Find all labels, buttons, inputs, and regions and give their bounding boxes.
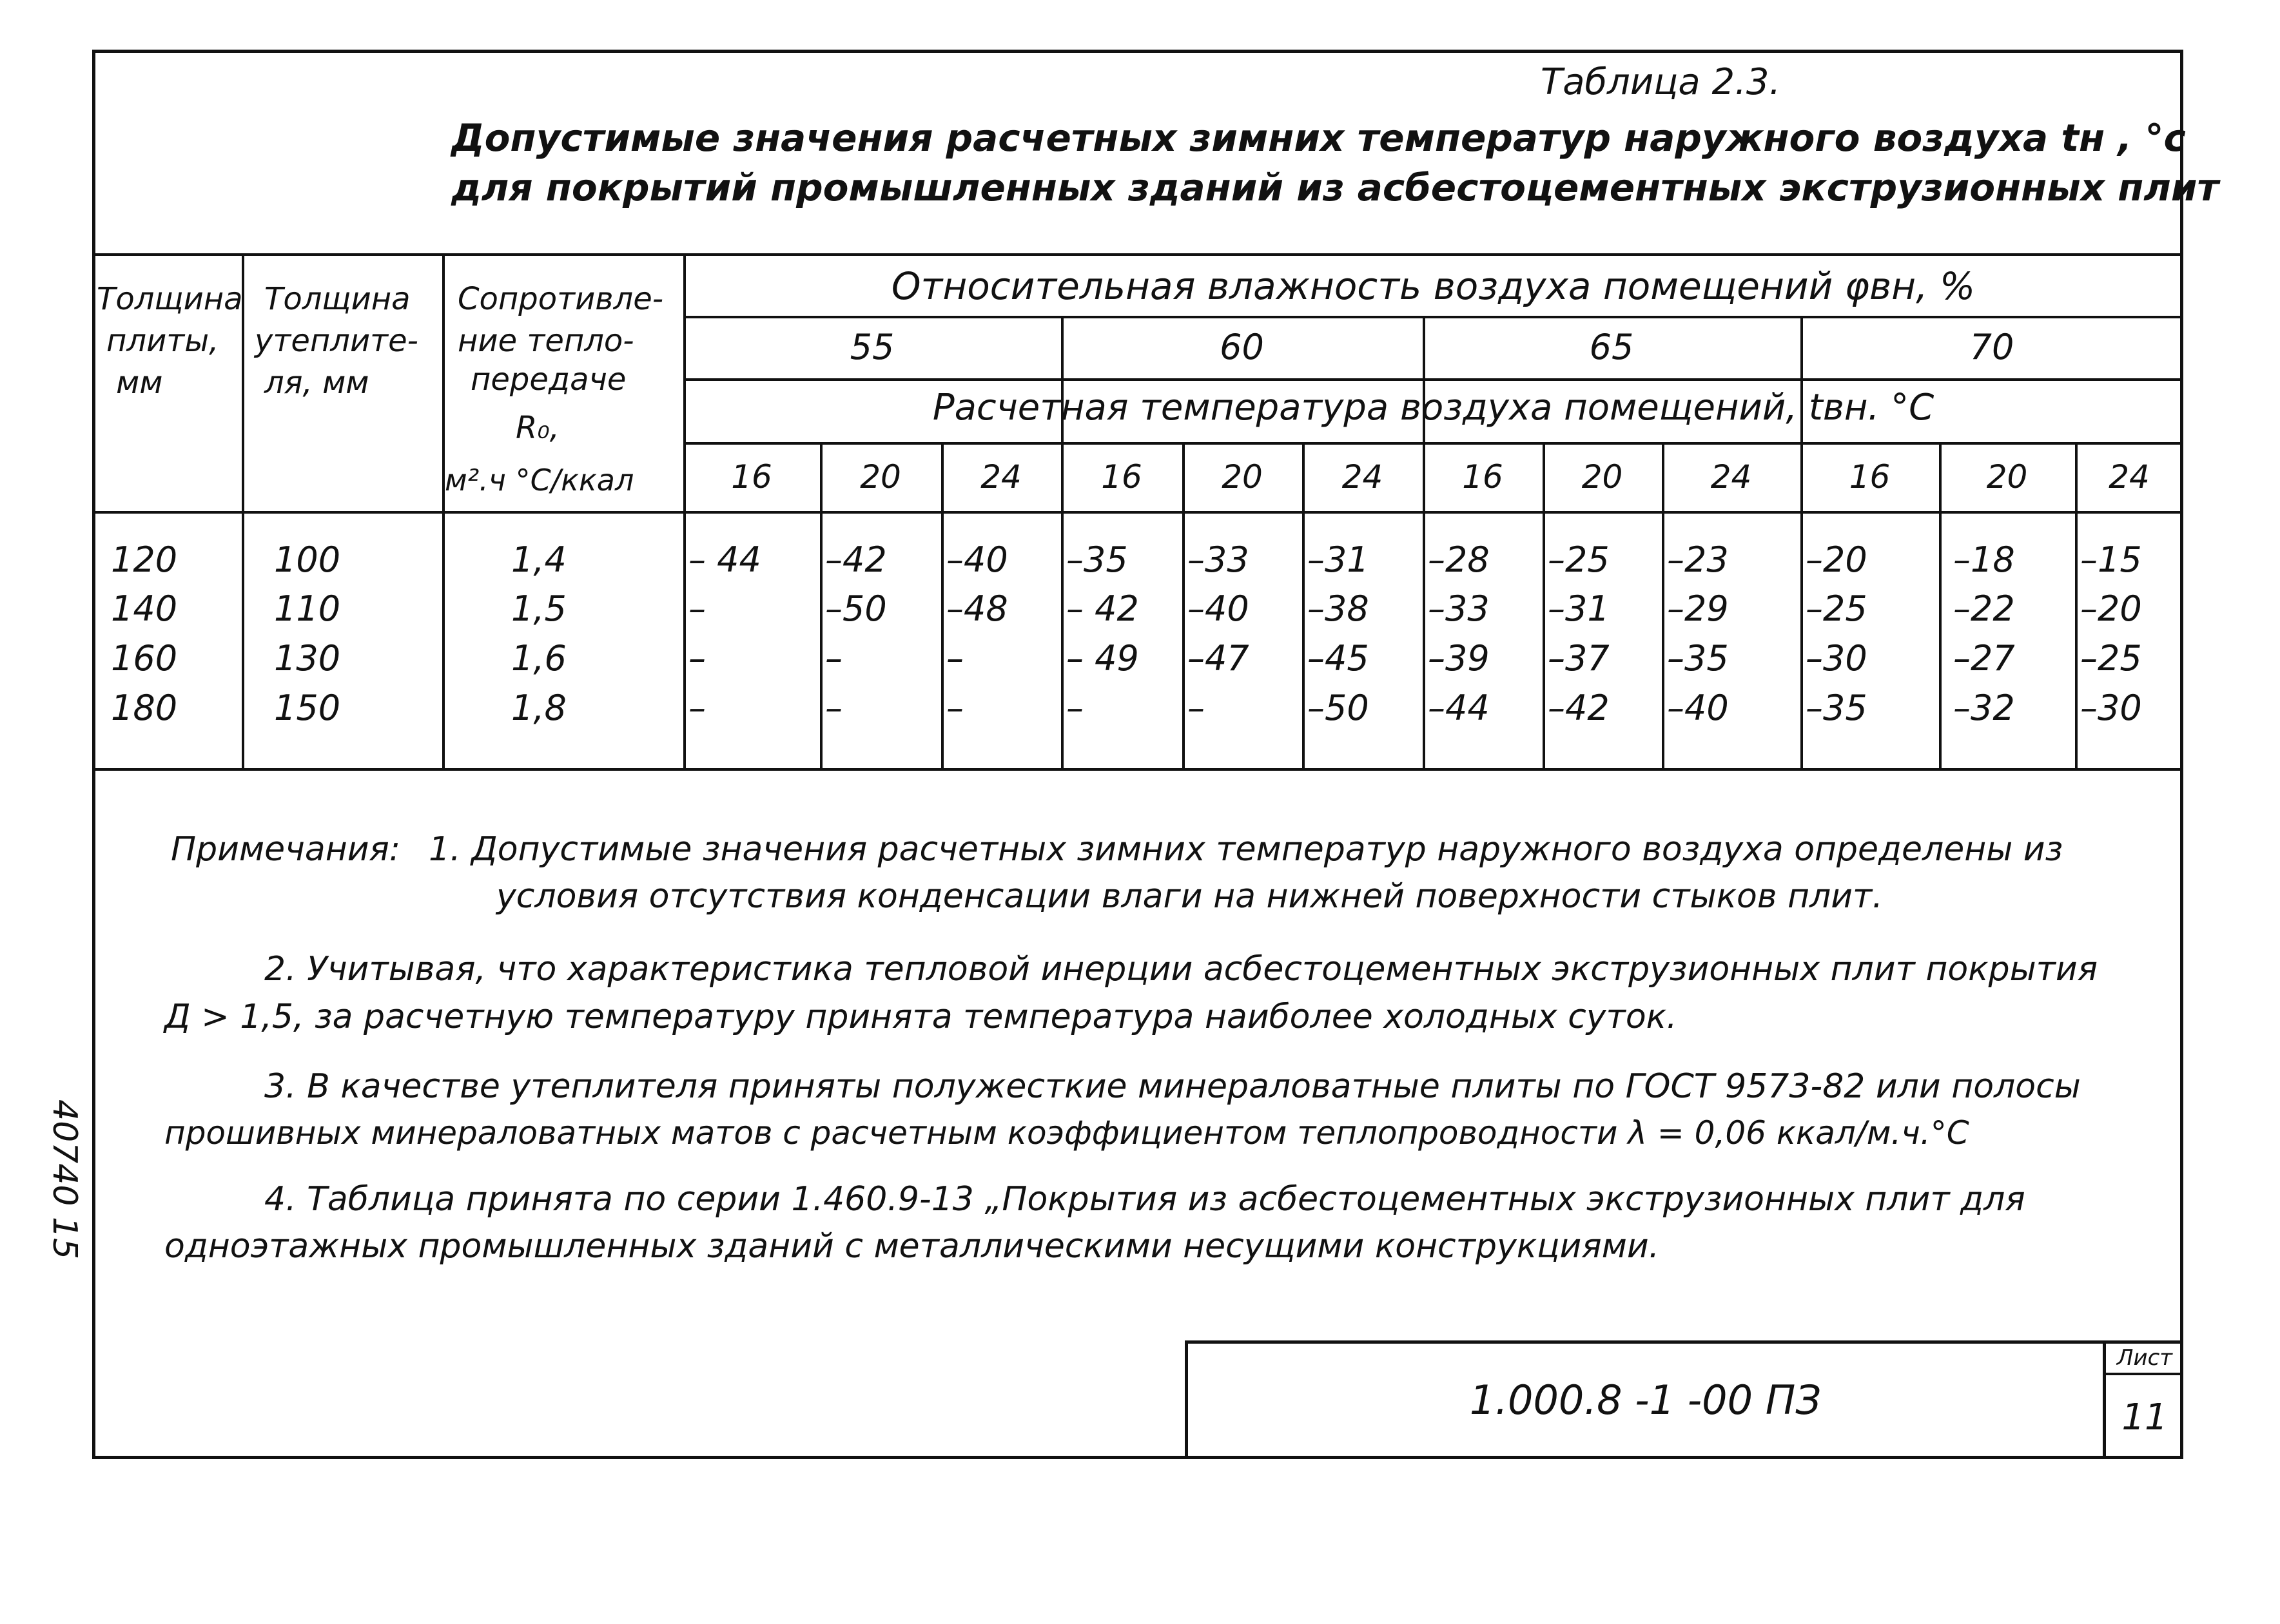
cell-value: –31 bbox=[1548, 588, 1610, 629]
notes-label: Примечания: bbox=[171, 830, 401, 869]
cell-value: –37 bbox=[1548, 638, 1610, 679]
cell-value: – bbox=[825, 638, 843, 679]
header-text: мм bbox=[116, 365, 163, 401]
cell-value: –18 bbox=[1953, 539, 2015, 580]
note-2-line1: 2. Учитывая, что характеристика тепловой инерции асбестоцементных экструзионных плит покрытия bbox=[264, 950, 2098, 989]
cell-resistance: 1,6 bbox=[511, 638, 567, 679]
cell-resistance: 1,4 bbox=[511, 539, 567, 580]
cell-thickness: 160 bbox=[111, 638, 178, 679]
cell-value: –50 bbox=[825, 588, 887, 629]
cell-value: –38 bbox=[1307, 588, 1369, 629]
temp-header: 20 bbox=[1986, 458, 2028, 496]
note-4-line2: одноэтажных промышленных зданий с металлическими несущими конструкциями. bbox=[164, 1227, 1660, 1266]
temperature-title: Расчетная температура воздуха помещений, tвн. °С bbox=[932, 387, 1934, 429]
temp-header: 20 bbox=[1581, 458, 1623, 496]
header-text: передаче bbox=[471, 362, 627, 398]
temp-header: 16 bbox=[1462, 458, 1503, 496]
cell-value: –40 bbox=[1667, 688, 1729, 728]
cell-value: –40 bbox=[946, 539, 1008, 580]
temp-header: 16 bbox=[1101, 458, 1142, 496]
cell-value: – 44 bbox=[688, 539, 761, 580]
cell-value: – bbox=[946, 688, 964, 728]
header-bottom-line bbox=[92, 511, 2183, 514]
cell-value: –28 bbox=[1428, 539, 1490, 580]
cell-insulation: 150 bbox=[274, 688, 341, 728]
temp-header: 24 bbox=[1710, 458, 1752, 496]
temp-header: 16 bbox=[731, 458, 772, 496]
cell-value: – bbox=[688, 588, 706, 629]
cell-value: –29 bbox=[1667, 588, 1729, 629]
temp-header: 24 bbox=[2109, 458, 2150, 496]
cell-value: –30 bbox=[2080, 688, 2142, 728]
sheet-number: 11 bbox=[2121, 1397, 2168, 1438]
table-top-line bbox=[92, 253, 2183, 256]
table-number: Таблица 2.3. bbox=[1541, 61, 1781, 103]
humidity-values-line bbox=[683, 378, 2183, 381]
cell-value: –40 bbox=[1187, 588, 1249, 629]
cell-resistance: 1,5 bbox=[511, 588, 567, 629]
note-3-line2: прошивных минераловатных матов с расчетным коэффициентом теплопроводности λ = 0,06 ккал/м.ч.°С bbox=[164, 1114, 1969, 1152]
cell-value: –50 bbox=[1307, 688, 1369, 728]
cell-value: –33 bbox=[1428, 588, 1490, 629]
header-text: м².ч °С/ккал bbox=[445, 463, 634, 498]
temp-header: 20 bbox=[1222, 458, 1263, 496]
sheet-label: Лист bbox=[2116, 1345, 2173, 1371]
header-text: R₀, bbox=[516, 410, 560, 446]
cell-resistance: 1,8 bbox=[511, 688, 567, 728]
table-title-line1: Допустимые значения расчетных зимних температур наружного воздуха tн , °с bbox=[451, 116, 2186, 160]
cell-value: –35 bbox=[1806, 688, 1867, 728]
header-text: Сопротивле- bbox=[458, 281, 664, 317]
note-1-line1: 1. Допустимые значения расчетных зимних температур наружного воздуха определены из bbox=[429, 830, 2063, 869]
col-divider-1 bbox=[242, 253, 244, 769]
group-divider-70 bbox=[1800, 316, 1803, 769]
humidity-title: Относительная влажность воздуха помещений φвн, % bbox=[891, 264, 1976, 308]
cell-thickness: 180 bbox=[111, 688, 178, 728]
cell-value: –25 bbox=[1806, 588, 1867, 629]
cell-value: –47 bbox=[1187, 638, 1249, 679]
cell-value: –31 bbox=[1307, 539, 1369, 580]
cell-thickness: 140 bbox=[111, 588, 178, 629]
temp-header: 16 bbox=[1849, 458, 1891, 496]
header-text: Толщина bbox=[97, 281, 243, 317]
table-title-line2: для покрытий промышленных зданий из асбестоцементных экструзионных плит bbox=[451, 166, 2219, 209]
cell-value: – bbox=[1187, 688, 1205, 728]
cell-value: –23 bbox=[1667, 539, 1729, 580]
cell-value: –15 bbox=[2080, 539, 2142, 580]
cell-value: –35 bbox=[1066, 539, 1128, 580]
humidity-header-line bbox=[683, 316, 2183, 318]
cell-value: – bbox=[1066, 688, 1084, 728]
header-text: ние тепло- bbox=[458, 323, 634, 359]
header-text: ля, мм bbox=[264, 365, 369, 401]
cell-value: –20 bbox=[2080, 588, 2142, 629]
cell-value: –30 bbox=[1806, 638, 1867, 679]
header-text: плиты, bbox=[106, 323, 219, 359]
cell-value: –33 bbox=[1187, 539, 1249, 580]
cell-value: – bbox=[825, 688, 843, 728]
cell-value: –32 bbox=[1953, 688, 2015, 728]
cell-insulation: 130 bbox=[274, 638, 341, 679]
cell-value: –25 bbox=[1548, 539, 1610, 580]
humidity-value-60: 60 bbox=[1220, 327, 1264, 367]
note-4-line1: 4. Таблица принята по серии 1.460.9-13 „Покрытия из асбестоцементных экструзионных плит для bbox=[264, 1180, 2025, 1219]
cell-value: –48 bbox=[946, 588, 1008, 629]
note-2-line2: Д > 1,5, за расчетную температуру принята температура наиболее холодных суток. bbox=[164, 998, 1677, 1036]
document-code: 1.000.8 -1 -00 ПЗ bbox=[1469, 1377, 1822, 1424]
cell-value: –42 bbox=[825, 539, 887, 580]
temp-header: 24 bbox=[1341, 458, 1383, 496]
cell-value: –39 bbox=[1428, 638, 1490, 679]
cell-value: – 49 bbox=[1066, 638, 1139, 679]
header-text: утеплите- bbox=[255, 323, 418, 359]
cell-value: –45 bbox=[1307, 638, 1369, 679]
cell-value: –44 bbox=[1428, 688, 1490, 728]
cell-value: –25 bbox=[2080, 638, 2142, 679]
cell-value: –22 bbox=[1953, 588, 2015, 629]
header-text: Толщина bbox=[264, 281, 411, 317]
cell-value: –20 bbox=[1806, 539, 1867, 580]
cell-value: – bbox=[688, 688, 706, 728]
temp-header: 20 bbox=[860, 458, 901, 496]
note-1-line2: условия отсутствия конденсации влаги на нижней поверхности стыков плит. bbox=[496, 877, 1883, 916]
margin-note: 40740 15 bbox=[45, 1099, 84, 1260]
col-divider-2 bbox=[442, 253, 445, 769]
humidity-value-55: 55 bbox=[850, 327, 895, 367]
table-bottom-line bbox=[92, 768, 2183, 771]
cell-value: – 42 bbox=[1066, 588, 1139, 629]
sheet-box-divider bbox=[2103, 1373, 2183, 1375]
cell-insulation: 100 bbox=[274, 539, 341, 580]
cell-value: –35 bbox=[1667, 638, 1729, 679]
temp-title-line bbox=[683, 442, 2183, 445]
cell-thickness: 120 bbox=[111, 539, 178, 580]
group-divider-65 bbox=[1423, 316, 1425, 769]
humidity-value-70: 70 bbox=[1969, 327, 2014, 367]
cell-value: – bbox=[946, 638, 964, 679]
note-3-line1: 3. В качестве утеплителя приняты полужесткие минераловатные плиты по ГОСТ 9573-82 или полосы bbox=[264, 1067, 2081, 1106]
group-divider-60 bbox=[1061, 316, 1064, 769]
cell-insulation: 110 bbox=[274, 588, 341, 629]
cell-value: – bbox=[688, 638, 706, 679]
cell-value: –42 bbox=[1548, 688, 1610, 728]
cell-value: –27 bbox=[1953, 638, 2015, 679]
temp-header: 24 bbox=[980, 458, 1022, 496]
humidity-value-65: 65 bbox=[1589, 327, 1634, 367]
